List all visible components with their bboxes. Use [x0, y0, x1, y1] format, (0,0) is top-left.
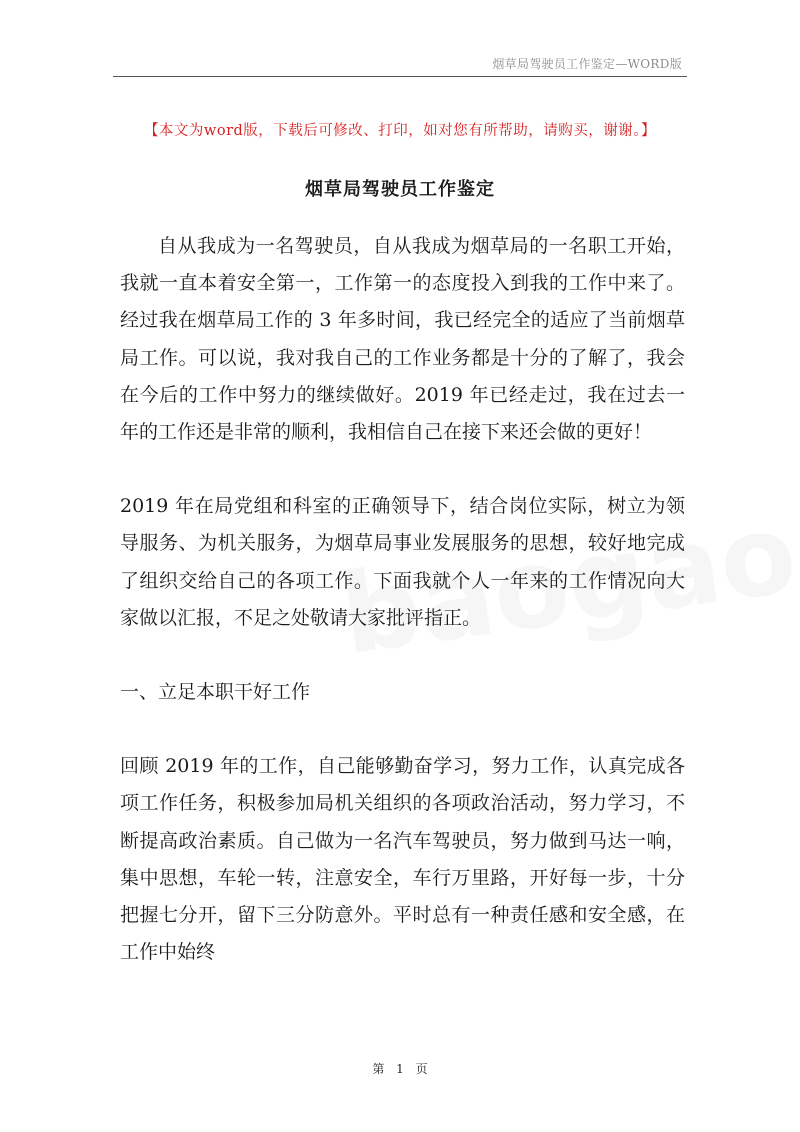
paragraph-summary: 2019 年在局党组和科室的正确领导下，结合岗位实际，树立为领导服务、为机关服务，为烟草局事业发展服务的思想，较好地完成了组织交给自己的各项工作。下面我就个人一年来的工作情况向大家做以汇报，不足之处敬请大家批评指正。 — [120, 495, 685, 629]
paragraph-spacer — [120, 711, 685, 748]
paragraph-intro: 自从我成为一名驾驶员，自从我成为烟草局的一名职工开始，我就一直本着安全第一，工作第一的态度投入到我的工作中来了。经过我在烟草局工作的 3 年多时间，我已经完全的适应了当前烟草局工作。可以说，我对我自己的工作业务都是十分的了解了，我会在今后的工作中努力的继续做好。2019 年已经走过，我在过去一年的工作还是非常的顺利，我相信自己在接下来还会做的更好！ — [120, 235, 685, 444]
purchase-notice: 【本文为word版，下载后可修改、打印，如对您有所帮助，请购买，谢谢。】 — [143, 123, 657, 139]
page-number: 1 — [396, 1062, 404, 1076]
page-label-prefix: 第 — [372, 1062, 385, 1076]
section-heading: 一、立足本职干好工作 — [120, 681, 311, 704]
page-footer — [0, 1060, 800, 1077]
running-header: 烟草局驾驶员工作鉴定—WORD版 — [492, 57, 682, 71]
paragraph-review: 回顾 2019 年的工作，自己能够勤奋学习，努力工作，认真完成各项工作任务，积极参加局机关组织的各项政治活动，努力学习，不断提高政治素质。自己做为一名汽车驾驶员，努力做到马达一响，集中思想，车轮一转，注意安全，车行万里路，开好每一步，十分把握七分开，留下三分防意外。平时总有一种责任感和安全感，在工作中始终 — [120, 755, 685, 964]
header-divider — [113, 76, 687, 77]
page-label-suffix: 页 — [415, 1062, 428, 1076]
document-body — [120, 228, 685, 971]
paragraph-spacer — [120, 637, 685, 674]
document-title: 烟草局驾驶员工作鉴定 — [305, 179, 495, 200]
paragraph-spacer — [120, 451, 685, 488]
